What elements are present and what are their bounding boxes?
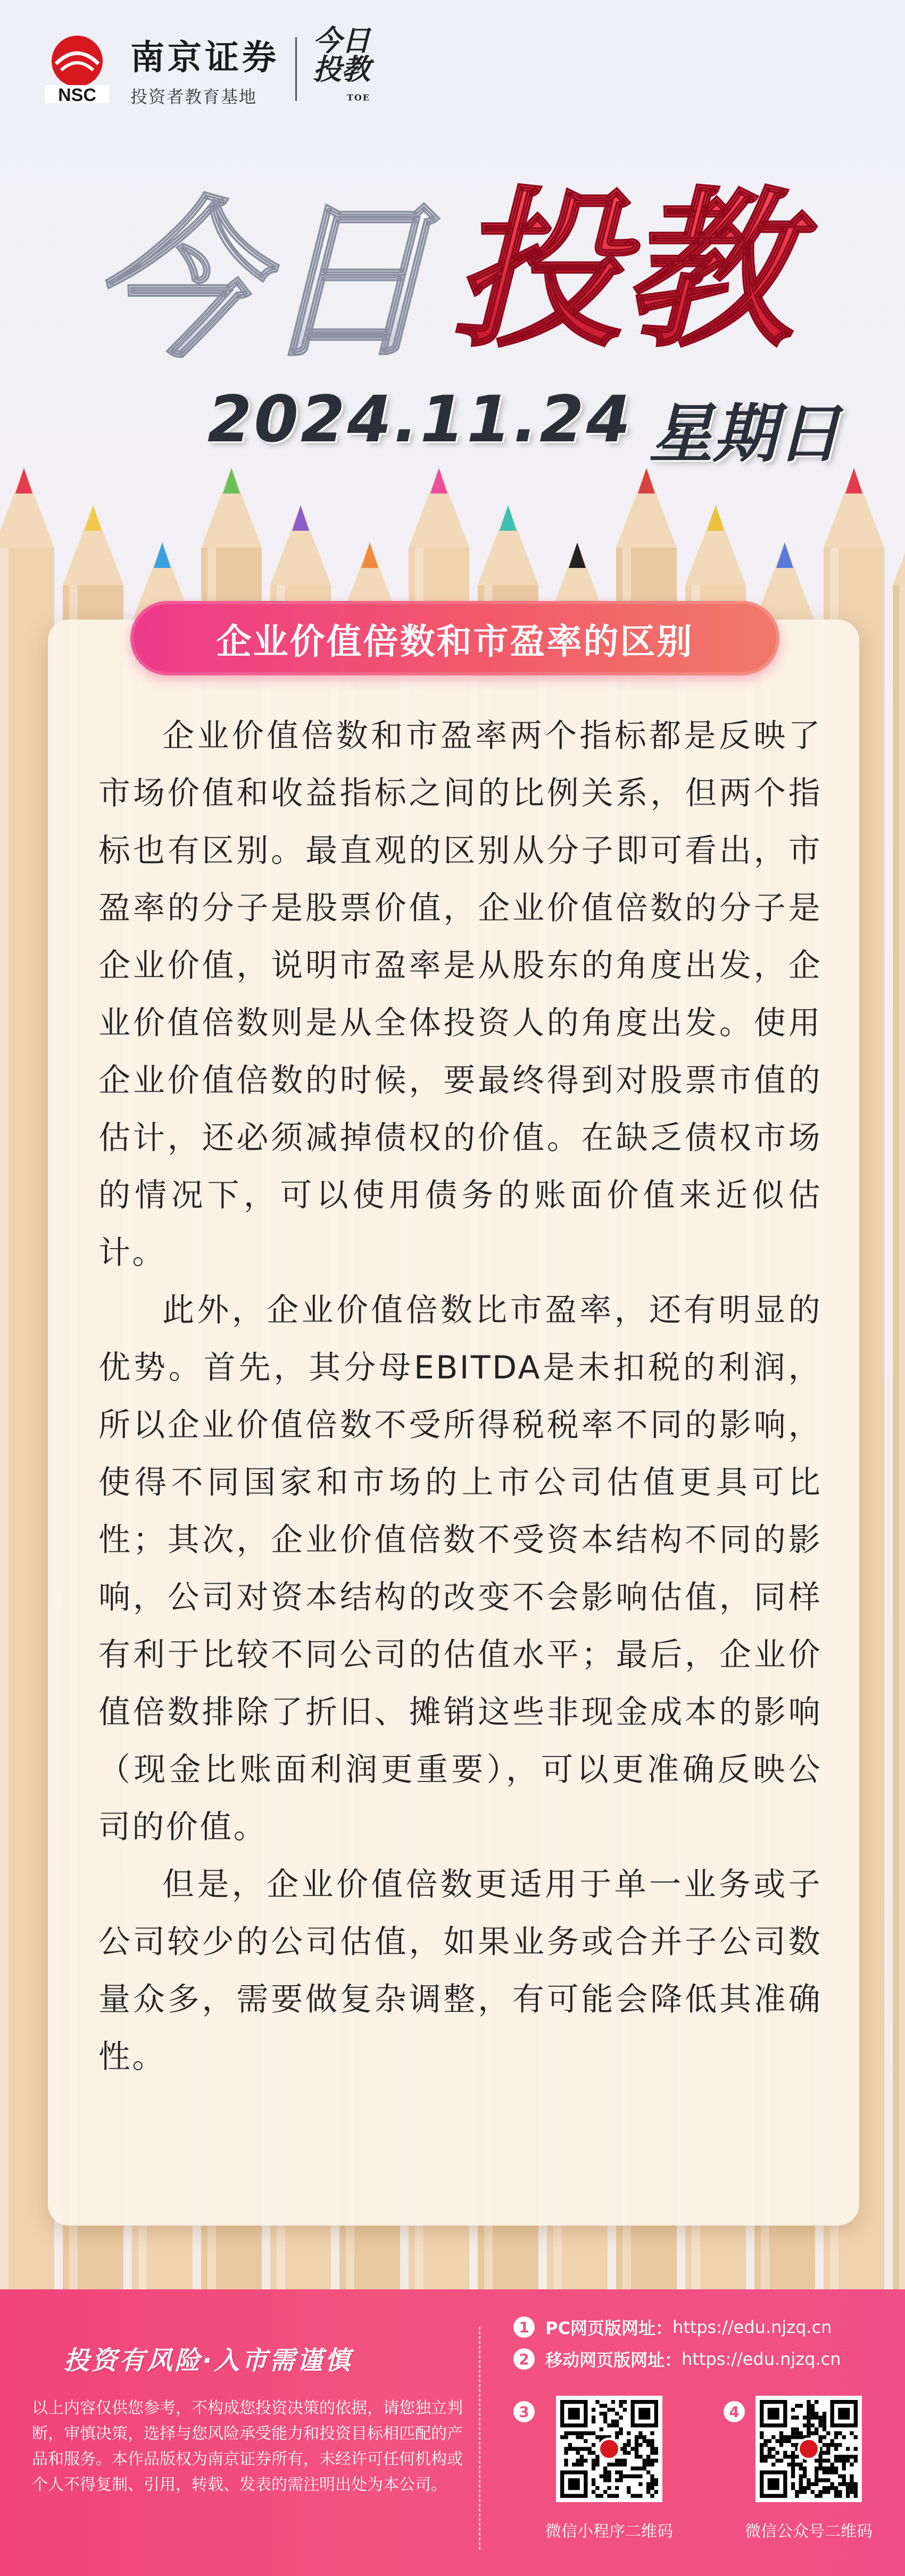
pc-link-row[interactable]	[513, 2315, 832, 2339]
hero-weekday: 星期日	[649, 397, 841, 471]
hero-title-part1: 今日	[90, 183, 431, 381]
mobile-link-label: 移动网页版网址：	[545, 2350, 682, 2370]
article-paragraph-2: 此外，企业价值倍数比市盈率，还有明显的优势。首先，其分母EBITDA是未扣税的利润，所以企业价值倍数不受所得税税率不同的影响，使得不同国家和市场的上市公司估值更具可比性；其次，企业价值倍数不受资本结构不同的影响，公司对资本结构的改变不会影响估值，同样有利于比较不同公司的估值水平；最后，企业价值倍数排除了折旧、摊销这些非现金成本的影响（现金比账面利润更重要），可以更准确反映公司的价值。	[98, 1292, 822, 1846]
number-badge: 2	[513, 2348, 535, 2370]
mobile-link-url[interactable]: https://edu.njzq.cn	[682, 2349, 841, 2369]
miniprogram-qr-caption: 微信小程序二维码	[545, 2522, 673, 2541]
footer	[0, 2289, 905, 2576]
official-account-qr-caption: 微信公众号二维码	[745, 2522, 873, 2541]
pc-link-label: PC网页版网址：	[545, 2318, 672, 2338]
risk-slogan: 投资有风险·入市需谨慎	[64, 2346, 353, 2376]
nsc-logo-icon	[40, 32, 114, 106]
miniprogram-qr-code[interactable]	[556, 2396, 662, 2502]
brand-name: 南京证券	[130, 38, 279, 78]
hero-title	[80, 149, 825, 404]
hero-title-part2: 投教	[452, 172, 793, 370]
pc-link-url[interactable]: https://edu.njzq.cn	[672, 2317, 832, 2337]
official-account-qr-code[interactable]	[755, 2396, 862, 2502]
article-body	[98, 707, 822, 2086]
article-paragraph-3: 但是，企业价值倍数更适用于单一业务或子公司较少的公司估值，如果业务或合并子公司数量众多，需要做复杂调整，有可能会降低其准确性。	[98, 1866, 822, 2076]
pencil	[893, 505, 905, 2574]
pencil	[0, 468, 54, 2574]
svg-text:NSC: NSC	[58, 85, 96, 105]
brand-header	[40, 23, 370, 109]
number-badge: 4	[724, 2401, 745, 2422]
article-title: 企业价值倍数和市盈率的区别	[216, 621, 694, 662]
hero-date: 2024.11.24	[207, 383, 633, 457]
brand-subtitle: 投资者教育基地	[130, 87, 258, 107]
number-badge: 3	[513, 2401, 535, 2422]
number-badge: 1	[513, 2316, 535, 2338]
article-title-banner	[130, 601, 779, 675]
article-paragraph-1: 企业价值倍数和市盈率两个指标都是反映了市场价值和收益指标之间的比例关系，但两个指标也有区别。最直观的区别从分子即可看出，市盈率的分子是股票价值，企业价值倍数的分子是企业价值，说明市盈率是从股东的角度出发，企业价值倍数则是从全体投资人的角度出发。使用企业价值倍数的时候，要最终得到对股票市值的估计，还必须减掉债权的价值。在缺乏债权市场的情况下，可以使用债务的账面价值来近似估计。	[98, 717, 822, 1272]
footer-divider	[479, 2327, 481, 2550]
brand-divider	[295, 37, 297, 101]
disclaimer: 以上内容仅供您参考，不构成您投资决策的依据，请您独立判断，审慎决策，选择与您风险承受能力和投资目标相匹配的产品和服务。本作品版权为南京证券所有，未经许可任何机构或个人不得复制、引用，转载、发表的需注明出处为本公司。	[32, 2399, 463, 2494]
mini-logo: 今日 投教 TOE	[313, 23, 370, 103]
mobile-link-row[interactable]	[513, 2347, 841, 2371]
